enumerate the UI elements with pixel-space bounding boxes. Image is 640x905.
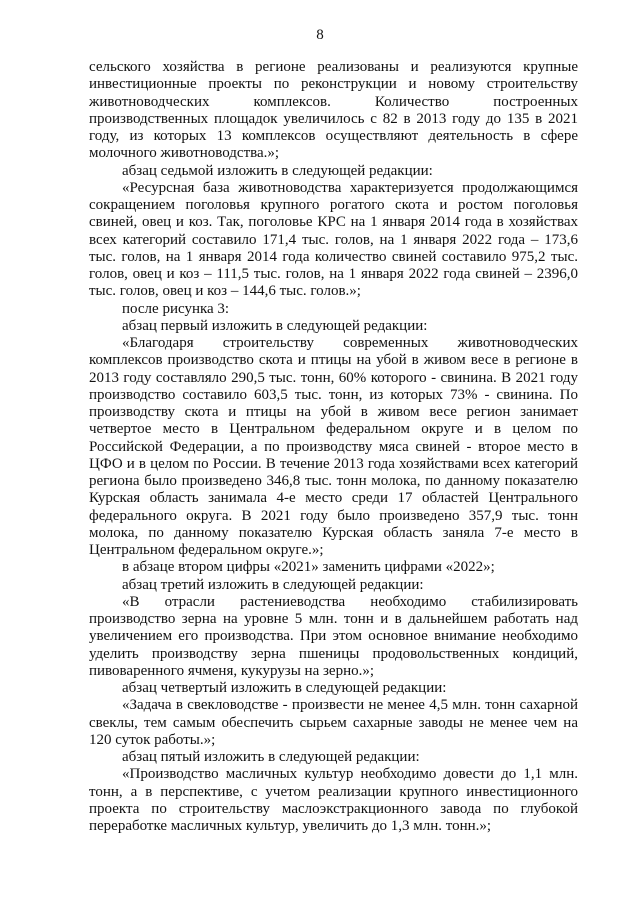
paragraph: «Ресурсная база животноводства характеризуется продолжающимся сокращением поголовья крупного рогатого скота и ростом поголовья свиней, овец и коз. Так, поголовье КРС на 1 января 2014 года в хозяйствах всех категорий составило 171,4 тыс. голов, на 1 января 2022 года – 173,6 тыс. голов, на 1 января 2014 года количество свиней составило 975,2 тыс. голов, овец и коз – 111,5 тыс. голов, на 1 января 2022 года свиней – 2396,0 тыс. голов, овец и коз – 144,6 тыс. голов.»;	[89, 179, 578, 300]
paragraph: «В отрасли растениеводства необходимо стабилизировать производство зерна на уровне 5 млн. тонн и в дальнейшем работать над увеличением его производства. При этом основное внимание необходимо уделить производству зерна пшеницы продовольственных кондиций, пивоваренного ячменя, кукурузы на зерно.»;	[89, 593, 578, 679]
paragraph: абзац пятый изложить в следующей редакции:	[122, 749, 420, 765]
paragraph: абзац седьмой изложить в следующей редакции:	[122, 162, 433, 179]
page-number: 8	[316, 27, 324, 43]
paragraph: «Производство масличных культур необходимо довести до 1,1 млн. тонн, а в перспективе, с учетом реализации крупного инвестиционного проекта по строительству маслоэкстракционного завода по глубокой переработке масличных культур, увеличить до 1,3 млн. тонн.»;	[89, 766, 578, 834]
paragraph: абзац третий изложить в следующей редакции:	[122, 576, 424, 593]
paragraph: в абзаце втором цифры «2021» заменить цифрами «2022»;	[122, 559, 495, 576]
paragraph: «Задача в свекловодстве - произвести не менее 4,5 млн. тонн сахарной свеклы, тем самым обеспечить сырьем сахарные заводы не менее чем на 120 суток работы.»;	[89, 697, 578, 748]
paragraph: «Благодаря строительству современных животноводческих комплексов производство скота и птицы на убой в живом весе в регионе в 2013 году составляло 290,5 тыс. тонн, 60% которого - свинина. В 2021 году производство составило 603,5 тыс. тонн, из которых 73% - свинина. По производству скота и птицы на убой в живом весе регион занимает четвертое место в Центральном федеральном округе и в целом по Российской Федерации, а по производству мяса свиней - второе место в ЦФО и в целом по России. В течение 2013 года хозяйствами всех категорий региона было произведено 346,8 тыс. тонн молока, по данному показателю Курская область занимала 4-е место среди 17 областей Центрального федерального округа. В 2021 году было произведено 357,9 тыс. тонн молока, по данному показателю Курская область заняла 7-е место в Центральном федеральном округе.»;	[89, 335, 578, 558]
paragraph: сельского хозяйства в регионе реализованы и реализуются крупные инвестиционные проекты по реконструкции и новому строительству животноводческих комплексов. Количество построенных производственных площадок увеличилось с 82 в 2013 году до 135 в 2021 году, из которых 13 комплексов осуществляют деятельность в сфере молочного животноводства.»;	[89, 59, 578, 162]
paragraph: после рисунка 3:	[122, 300, 230, 317]
document-body	[89, 59, 578, 835]
paragraph: абзац первый изложить в следующей редакции:	[122, 317, 428, 334]
paragraph: абзац четвертый изложить в следующей редакции:	[122, 680, 447, 696]
